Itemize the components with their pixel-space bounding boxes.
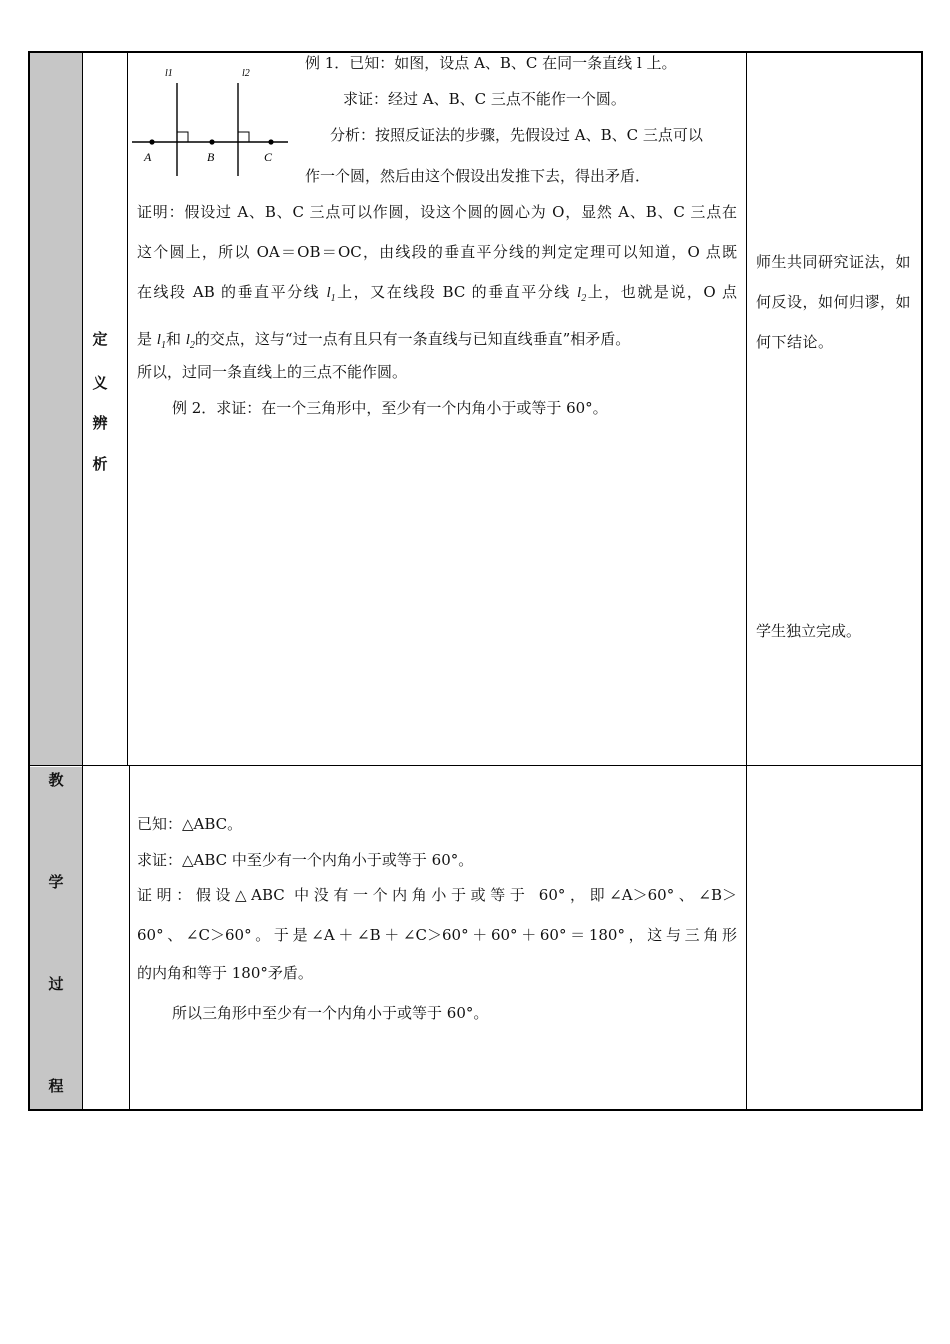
symbol-letter: l bbox=[185, 332, 190, 348]
section-label-char: 义 bbox=[92, 374, 108, 392]
section-label-char: 辨 bbox=[92, 414, 108, 432]
teacher-student-note: 师生共同研究证法，如何反设，如何归谬，如何下结论。 bbox=[756, 253, 912, 351]
example1-analysis-line2: 作一个圆，然后由这个假设出发推下去，得出矛盾． bbox=[305, 167, 651, 185]
column-divider-3 bbox=[746, 51, 747, 1111]
symbol-subscript: 1 bbox=[330, 293, 336, 304]
left-section-column-top bbox=[29, 52, 83, 766]
symbol-l2 bbox=[577, 285, 587, 304]
example1-proof bbox=[137, 192, 737, 366]
proof-text: 是 bbox=[137, 330, 157, 348]
student-independent-note: 学生独立完成。 bbox=[756, 622, 862, 640]
symbol-subscript: 1 bbox=[160, 340, 166, 351]
proof-line: 证明：假设△ABC 中没有一个内角小于或等于 60°，即∠A＞60°、∠B＞ bbox=[137, 886, 737, 904]
point-a bbox=[149, 139, 154, 144]
table-border-bottom bbox=[28, 1109, 923, 1111]
table-row-divider bbox=[28, 765, 923, 766]
proof-text: 上，也就是说，O 点 bbox=[586, 283, 737, 301]
example2-prove: 求证：△ABC 中至少有一个内角小于或等于 60°。 bbox=[137, 851, 474, 869]
example1-prove: 求证：经过 A、B、C 三点不能作一个圆。 bbox=[343, 90, 626, 108]
section-label-char: 程 bbox=[48, 1077, 64, 1095]
table-border-right bbox=[921, 51, 923, 1111]
example2-conclusion: 所以三角形中至少有一个内角小于或等于 60°。 bbox=[172, 1004, 489, 1022]
example2-proof bbox=[137, 875, 737, 991]
section-label-char: 学 bbox=[48, 873, 64, 891]
proof-text: 和 bbox=[165, 330, 186, 348]
proof-line: 的内角和等于 180°矛盾。 bbox=[137, 964, 313, 982]
proof-text: 的交点，这与“过一点有且只有一条直线与已知直线垂直”相矛盾。 bbox=[194, 330, 631, 348]
example1-conclusion: 所以，过同一条直线上的三点不能作圆。 bbox=[137, 363, 408, 381]
symbol-subscript: 2 bbox=[581, 293, 587, 304]
section-label-char: 定 bbox=[92, 330, 108, 348]
symbol-letter: l bbox=[156, 332, 161, 348]
column-divider-1 bbox=[82, 51, 83, 1111]
symbol-l2 bbox=[185, 332, 195, 351]
label-l1: l1 bbox=[165, 68, 173, 79]
point-b bbox=[209, 139, 214, 144]
symbol-l1 bbox=[156, 332, 166, 351]
column-divider-2-bottom bbox=[129, 766, 130, 1111]
example1-analysis-line1: 分析：按照反证法的步骤，先假设过 A、B、C 三点可以 bbox=[330, 126, 703, 144]
label-b: B bbox=[207, 150, 215, 164]
symbol-letter: l bbox=[326, 285, 331, 301]
right-angle-mark-2 bbox=[238, 132, 249, 142]
example1-given: 例 1．已知：如图，设点 A、B、C 在同一条直线 l 上。 bbox=[305, 54, 677, 72]
proof-line: 这个圆上，所以 OA＝OB＝OC，由线段的垂直平分线的判定定理可以知道，O 点既 bbox=[137, 243, 737, 261]
proof-line: 60°、∠C＞60°。于是∠A＋∠B＋∠C＞60°＋60°＋60°＝180°，这与三角形 bbox=[137, 926, 737, 944]
collinear-points-figure bbox=[128, 55, 300, 180]
label-c: C bbox=[264, 150, 273, 164]
proof-line bbox=[137, 272, 737, 319]
example2-title: 例 2．求证：在一个三角形中，至少有一个内角小于或等于 60°。 bbox=[172, 399, 608, 417]
section-label-char: 过 bbox=[48, 975, 64, 993]
proof-text: 上，又在线段 BC 的垂直平分线 bbox=[335, 283, 578, 301]
symbol-l1 bbox=[326, 285, 336, 304]
symbol-subscript: 2 bbox=[189, 340, 195, 351]
right-angle-mark-1 bbox=[177, 132, 188, 142]
left-section-column-bottom bbox=[29, 767, 83, 1110]
label-a: A bbox=[144, 150, 152, 164]
proof-text: 在线段 AB 的垂直平分线 bbox=[137, 283, 327, 301]
section-label-char: 析 bbox=[92, 455, 108, 473]
proof-line: 证明：假设过 A、B、C 三点可以作圆，设这个圆的圆心为 O，显然 A、B、C 三点在 bbox=[137, 203, 737, 221]
proof-line bbox=[137, 319, 737, 366]
symbol-letter: l bbox=[577, 285, 582, 301]
example2-given: 已知：△ABC。 bbox=[137, 815, 243, 833]
table-border-left bbox=[28, 51, 30, 1111]
label-l2: l2 bbox=[242, 68, 250, 79]
section-label-char: 教 bbox=[48, 771, 64, 789]
point-c bbox=[268, 139, 273, 144]
